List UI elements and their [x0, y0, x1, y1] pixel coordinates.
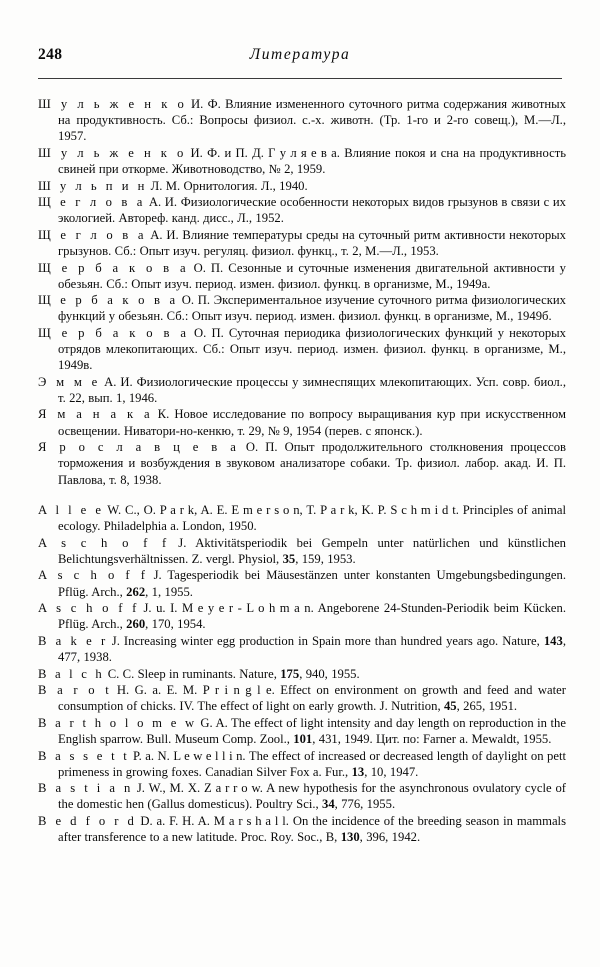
entry-author: Щ е р б а к о в а	[38, 260, 189, 275]
entry-citation: J. W., M. X. Z a r r o w. A new hypothesis for the asynchronous ovulatory cycle of the domestic hen (Gallus domesticus). Poultry Sci.,	[58, 781, 566, 812]
entry-citation: О. П. Суточная периодика физиологических функций у некоторых отрядов млекопитающих. Сб.: Опыт изуч. период. измен. физиол. функц. в организме, М., 1949в.	[58, 325, 566, 373]
bibliography-entry	[38, 194, 566, 226]
bibliography-entry	[38, 567, 566, 599]
entry-author: Ш у л ь п и н	[38, 178, 148, 193]
section-separator	[38, 488, 566, 502]
bibliography-entry	[38, 178, 566, 194]
entry-citation: J. Tagesperiodik bei Mäusestänzen unter konstanten Umgebungsbedingungen. Pflüg. Arch.,	[58, 568, 566, 599]
bibliography-entry	[38, 682, 566, 714]
entry-author: A l l e e	[38, 503, 104, 518]
entry-author: A s c h o f f	[38, 601, 139, 616]
entry-citation: G. A. The effect of light intensity and day length on reproduction in the English sparrow. Bull. Museum Comp. Zool.,	[58, 715, 566, 746]
entry-citation-tail: , 1, 1955.	[145, 584, 193, 599]
entry-citation: О. П. Экспериментальное изучение суточного ритма физиологических функций у обезьян. Сб.: Опыт изуч. период. измен. физиол. функц. в организме, М., 1949б.	[58, 293, 567, 324]
bibliography-entry	[38, 325, 566, 373]
entry-citation: J. Increasing winter egg production in Spain more than hundred years ago. Nature,	[107, 633, 544, 648]
entry-citation-tail: , 477, 1938.	[58, 633, 566, 665]
entry-citation-tail: , 431, 1949. Цит. по: Farner a. Mewaldt, 1955.	[312, 731, 552, 746]
bibliography-entry	[38, 227, 566, 259]
entry-citation-tail: , 265, 1951.	[456, 699, 518, 714]
entry-citation: C. C. Sleep in ruminants. Nature,	[104, 666, 281, 681]
entry-author: Щ е г л о в а	[38, 195, 146, 210]
bibliography-entry	[38, 145, 566, 177]
running-head-title: Литература	[249, 46, 351, 63]
entry-citation: Л. М. Орнитология. Л., 1940.	[147, 178, 308, 193]
entry-author: B a s s e t t	[38, 748, 130, 763]
bibliography-entry	[38, 666, 566, 682]
entry-citation: И. Ф. и П. Д. Г у л я е в а. Влияние покоя и сна на продуктивность свиней при откорме. Животноводство, № 2, 1959.	[58, 145, 566, 177]
entry-author: Ш у л ь ж е н к о	[38, 145, 187, 160]
entry-author: Щ е р б а к о в а	[38, 293, 178, 308]
entry-volume: 13	[351, 764, 365, 779]
entry-citation: И. Ф. Влияние измененного суточного ритма содержания животных на продуктивность. Сб.: Вопросы физиол. с.-х. животн. (Тр. 1-го и 2-го совещ.), М.—Л., 1957.	[58, 97, 566, 144]
entry-volume: 130	[340, 830, 360, 845]
entry-volume: 262	[126, 584, 146, 599]
entry-citation: А. И. Физиологические особенности некоторых видов грызунов в связи с их экологией. Автореф. канд. дисс., Л., 1952.	[58, 195, 566, 226]
bibliography-entry	[38, 439, 566, 487]
entry-citation: W. C., O. P a r k, A. E. E m e r s o n, T. P a r k, K. P. S c h m i d t. Principles of animal ecology. Philadelphia a. London, 1950.	[58, 503, 566, 534]
bibliography-entry	[38, 292, 566, 324]
entry-author: B a k e r	[38, 633, 108, 648]
entry-author: B a s t i a n	[38, 781, 133, 796]
bibliography-entry	[38, 96, 566, 144]
bibliography-russian-section	[38, 96, 566, 488]
entry-author: Щ е р б а к о в а	[38, 325, 189, 340]
entry-citation-tail: , 940, 1955.	[299, 666, 360, 681]
entry-author: B e d f o r d	[38, 813, 137, 828]
bibliography-entry	[38, 502, 566, 534]
entry-volume: 260	[126, 617, 146, 632]
entry-volume: 175	[280, 666, 300, 681]
bibliography-entry	[38, 600, 566, 632]
header-rule	[38, 78, 562, 79]
entry-citation: А. И. Физиологические процессы у зимнеспящих млекопитающих. Усп. совр. биол., т. 22, вып. 1, 1946.	[58, 374, 566, 405]
entry-volume: 45	[443, 699, 457, 714]
bibliography-entry	[38, 633, 566, 665]
entry-author: Я р о с л а в ц е в а	[38, 440, 239, 455]
entry-volume: 143	[543, 633, 563, 648]
bibliography-latin-section	[38, 502, 566, 845]
entry-citation-tail: , 776, 1955.	[334, 797, 396, 812]
entry-author: B a r t h o l o m e w	[38, 715, 197, 730]
entry-author: Щ е г л о в а	[38, 227, 147, 242]
page-number: 248	[38, 46, 63, 63]
entry-citation: К. Новое исследование по вопросу выращивания кур при искусственном освещении. Ниватори-но-кенкю, т. 29, № 9, 1954 (перев. с японск.).	[58, 407, 566, 438]
bibliography-entry	[38, 535, 566, 567]
entry-citation: А. И. Влияние температуры среды на суточный ритм активности некоторых грызунов. Сб.: Опыт изуч. регуляц. физиол. функц., т. 2, М.—Л., 1953.	[58, 227, 566, 258]
entry-author: B a r o t	[38, 683, 112, 698]
entry-author: B a l c h	[38, 666, 105, 681]
entry-volume: 34	[322, 797, 335, 812]
bibliography-entry	[38, 374, 566, 406]
bibliography-list	[38, 96, 566, 846]
entry-volume: 35	[282, 551, 296, 566]
bibliography-entry	[38, 260, 566, 292]
entry-author: Я м а н а к а	[38, 407, 153, 422]
entry-citation: J. Aktivitätsperiodik bei Gempeln unter natürlichen und künstlichen Belichtungsverhältnissen. Z. vergl. Physiol,	[58, 535, 567, 566]
entry-citation-tail: , 159, 1953.	[295, 551, 356, 566]
bibliography-entry	[38, 813, 566, 845]
entry-citation-tail: , 396, 1942.	[359, 830, 421, 845]
entry-author: A s c h o f f	[38, 568, 148, 583]
entry-citation: D. a. F. H. A. M a r s h a l l. On the incidence of the breeding season in mammals after transference to a new latitude. Proc. Roy. Soc., B,	[58, 813, 566, 845]
entry-citation-tail: , 10, 1947.	[364, 764, 419, 779]
entry-author: A s c h o f f	[38, 535, 169, 550]
entry-citation: О. П. Опыт продолжительного столкновения процессов торможения и возбуждения в звуковом анализаторе собаки. Тр. физиол. лабор. акад. И. П. Павлова, т. 8, 1938.	[58, 440, 566, 487]
bibliography-entry	[38, 406, 566, 438]
entry-author: Э м м е	[38, 374, 101, 389]
entry-citation: P. a. N. L e w e l l i n. The effect of increased or decreased length of daylight on pett primeness in growing foxes. Canadian Silver Fox a. Fur.,	[58, 748, 566, 779]
entry-citation-tail: , 170, 1954.	[145, 617, 206, 632]
bibliography-entry	[38, 780, 566, 812]
running-head	[38, 46, 562, 76]
entry-citation: О. П. Сезонные и суточные изменения двигательной активности у обезьян. Сб.: Опыт изуч. период. измен. физиол. функц. в организме, М., 1949а.	[58, 260, 566, 291]
entry-volume: 101	[293, 731, 313, 746]
bibliography-entry	[38, 748, 566, 780]
entry-author: Ш у л ь ж е н к о	[38, 97, 187, 111]
entry-citation: H. G. a. E. M. P r i n g l e. Effect on environment on growth and feed and water consumption of chicks. IV. The effect of light on early growth. J. Nutrition,	[58, 683, 566, 714]
entry-citation: J. u. I. M e y e r - L o h m a n. Angeborene 24-Stunden-Periodik beim Kücken. Pflüg. Arch.,	[58, 601, 567, 632]
bibliography-entry	[38, 715, 566, 747]
